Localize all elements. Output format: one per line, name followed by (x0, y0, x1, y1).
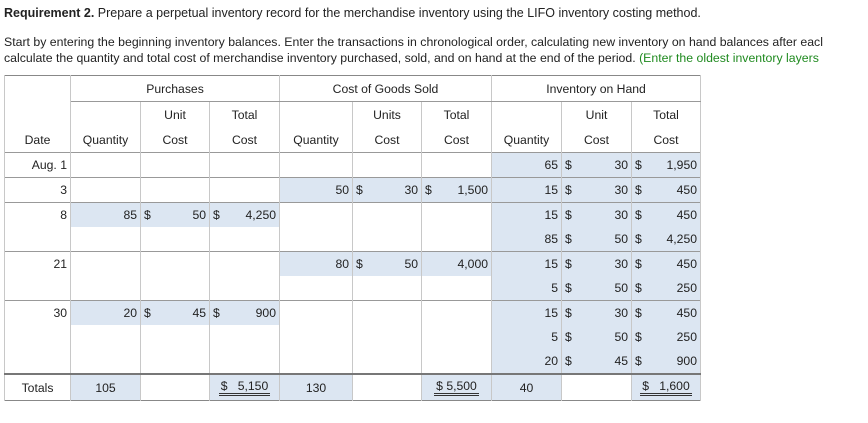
header-units: Units (353, 102, 422, 128)
requirement-text: Prepare a perpetual inventory record for the merchandise inventory using the LIFO inventory costing method. (94, 6, 701, 20)
table-row (5, 325, 701, 349)
on-hand-cost-total-value[interactable]: 1,600 (659, 379, 690, 393)
on-hand-unit-cost[interactable]: 45 (614, 354, 628, 368)
dollar-sign: $ (635, 330, 642, 344)
cogs-total-cost[interactable]: 1,500 (457, 183, 488, 197)
perpetual-inventory-table (4, 75, 701, 401)
on-hand-cost-total (640, 379, 691, 396)
dollar-sign: $ (425, 183, 432, 197)
table-row (5, 203, 701, 228)
header-total: Total (210, 102, 280, 128)
requirement-label: Requirement 2. (4, 6, 95, 20)
on-hand-total-cost[interactable]: 450 (676, 257, 697, 271)
on-hand-unit-cost[interactable]: 30 (614, 257, 628, 271)
dollar-sign: $ (565, 306, 572, 320)
dollar-sign: $ (635, 354, 642, 368)
table-row (5, 301, 701, 326)
on-hand-unit-cost[interactable]: 50 (614, 281, 628, 295)
header-date: Date (5, 127, 71, 153)
on-hand-total-cost[interactable]: 450 (676, 208, 697, 222)
dollar-sign: $ (565, 330, 572, 344)
on-hand-quantity-total[interactable]: 40 (492, 374, 562, 401)
cogs-quantity[interactable]: 50 (280, 178, 353, 203)
date-cell[interactable]: 8 (5, 203, 71, 228)
dollar-sign: $ (635, 257, 642, 271)
on-hand-total-cost[interactable]: 450 (676, 306, 697, 320)
cogs-total-cost[interactable]: 4,000 (422, 252, 492, 277)
dollar-sign: $ (565, 183, 572, 197)
date-cell[interactable]: Aug. 1 (5, 153, 71, 178)
header-quantity: Quantity (71, 127, 141, 153)
on-hand-unit-cost[interactable]: 30 (614, 158, 628, 172)
dollar-sign: $ (635, 158, 642, 172)
table-row (5, 178, 701, 203)
purchase-unit-cost[interactable]: 45 (192, 306, 206, 320)
dollar-sign: $ (565, 208, 572, 222)
on-hand-total-cost[interactable]: 450 (676, 183, 697, 197)
header-total: Total (422, 102, 492, 128)
table-row (5, 227, 701, 252)
date-cell[interactable]: 3 (5, 178, 71, 203)
on-hand-total-cost[interactable]: 250 (676, 330, 697, 344)
header-on-hand: Inventory on Hand (492, 76, 701, 102)
instructions (4, 34, 823, 66)
on-hand-unit-cost[interactable]: 30 (614, 306, 628, 320)
dollar-sign: $ (565, 257, 572, 271)
dollar-sign: $ (565, 158, 572, 172)
dollar-sign: $ (213, 306, 220, 320)
header-quantity: Quantity (492, 127, 562, 153)
cogs-cost-total-value[interactable]: 5,500 (446, 379, 477, 393)
header-total: Total (632, 102, 701, 128)
dollar-sign: $ (356, 183, 363, 197)
purchase-unit-cost[interactable]: 50 (192, 208, 206, 222)
dollar-sign: $ (220, 379, 228, 393)
purchase-total-cost[interactable]: 4,250 (245, 208, 276, 222)
on-hand-unit-cost[interactable]: 30 (614, 208, 628, 222)
cogs-cost-total (434, 379, 479, 396)
cogs-quantity-total[interactable]: 130 (280, 374, 353, 401)
dollar-sign: $ (565, 232, 572, 246)
table-row (5, 252, 701, 277)
header-cost: Cost (422, 127, 492, 153)
cogs-unit-cost[interactable]: 30 (404, 183, 418, 197)
on-hand-unit-cost[interactable]: 50 (614, 232, 628, 246)
header-cost: Cost (210, 127, 280, 153)
dollar-sign: $ (635, 183, 642, 197)
dollar-sign: $ (642, 379, 650, 393)
instructions-line1: Start by entering the beginning inventory balances. Enter the transactions in chronological order, calculating new inventory on hand balances after eacl (4, 35, 823, 49)
purchase-quantity[interactable]: 85 (71, 203, 141, 228)
on-hand-quantity[interactable]: 5 (492, 325, 562, 349)
purchase-quantity[interactable]: 20 (71, 301, 141, 326)
purchase-quantity-total[interactable]: 105 (71, 374, 141, 401)
table-row (5, 276, 701, 301)
dollar-sign: $ (144, 306, 151, 320)
dollar-sign: $ (565, 354, 572, 368)
date-cell[interactable]: 21 (5, 252, 71, 277)
dollar-sign: $ (436, 379, 443, 393)
on-hand-quantity[interactable]: 65 (492, 153, 562, 178)
header-blank (5, 76, 71, 102)
instructions-line2-text: calculate the quantity and total cost of merchandise inventory purchased, sold, and on hand at the end of the period. (4, 51, 640, 65)
dollar-sign: $ (635, 208, 642, 222)
on-hand-quantity[interactable]: 15 (492, 178, 562, 203)
header-unit: Unit (562, 102, 632, 128)
purchase-total-cost[interactable]: 900 (255, 306, 276, 320)
instructions-hint: (Enter the oldest inventory layers (639, 51, 819, 65)
table-row (5, 153, 701, 178)
dollar-sign: $ (565, 281, 572, 295)
purchase-cost-total (219, 379, 270, 396)
on-hand-quantity[interactable]: 15 (492, 301, 562, 326)
date-cell[interactable]: 30 (5, 301, 71, 326)
header-cost: Cost (353, 127, 422, 153)
dollar-sign: $ (635, 306, 642, 320)
instructions-line2 (4, 50, 823, 66)
on-hand-total-cost[interactable]: 4,250 (666, 232, 697, 246)
on-hand-quantity[interactable]: 15 (492, 252, 562, 277)
header-unit: Unit (141, 102, 210, 128)
on-hand-total-cost[interactable]: 900 (676, 354, 697, 368)
on-hand-quantity[interactable]: 85 (492, 227, 562, 252)
dollar-sign: $ (635, 281, 642, 295)
requirement-heading (4, 6, 701, 20)
dollar-sign: $ (144, 208, 151, 222)
cogs-unit-cost[interactable]: 50 (404, 257, 418, 271)
on-hand-total-cost[interactable]: 250 (676, 281, 697, 295)
on-hand-quantity[interactable]: 20 (492, 349, 562, 374)
header-cost: Cost (632, 127, 701, 153)
header-quantity: Quantity (280, 127, 353, 153)
on-hand-unit-cost[interactable]: 30 (614, 183, 628, 197)
on-hand-quantity[interactable]: 5 (492, 276, 562, 301)
on-hand-quantity[interactable]: 15 (492, 203, 562, 228)
header-cost: Cost (141, 127, 210, 153)
header-purchases: Purchases (71, 76, 280, 102)
table-row (5, 349, 701, 374)
totals-label: Totals (5, 374, 71, 401)
cogs-quantity[interactable]: 80 (280, 252, 353, 277)
dollar-sign: $ (356, 257, 363, 271)
on-hand-total-cost[interactable]: 1,950 (666, 158, 697, 172)
purchase-cost-total-value[interactable]: 5,150 (237, 379, 269, 393)
dollar-sign: $ (213, 208, 220, 222)
header-cost: Cost (562, 127, 632, 153)
header-cogs: Cost of Goods Sold (280, 76, 492, 102)
totals-row (5, 374, 701, 401)
on-hand-unit-cost[interactable]: 50 (614, 330, 628, 344)
dollar-sign: $ (635, 232, 642, 246)
